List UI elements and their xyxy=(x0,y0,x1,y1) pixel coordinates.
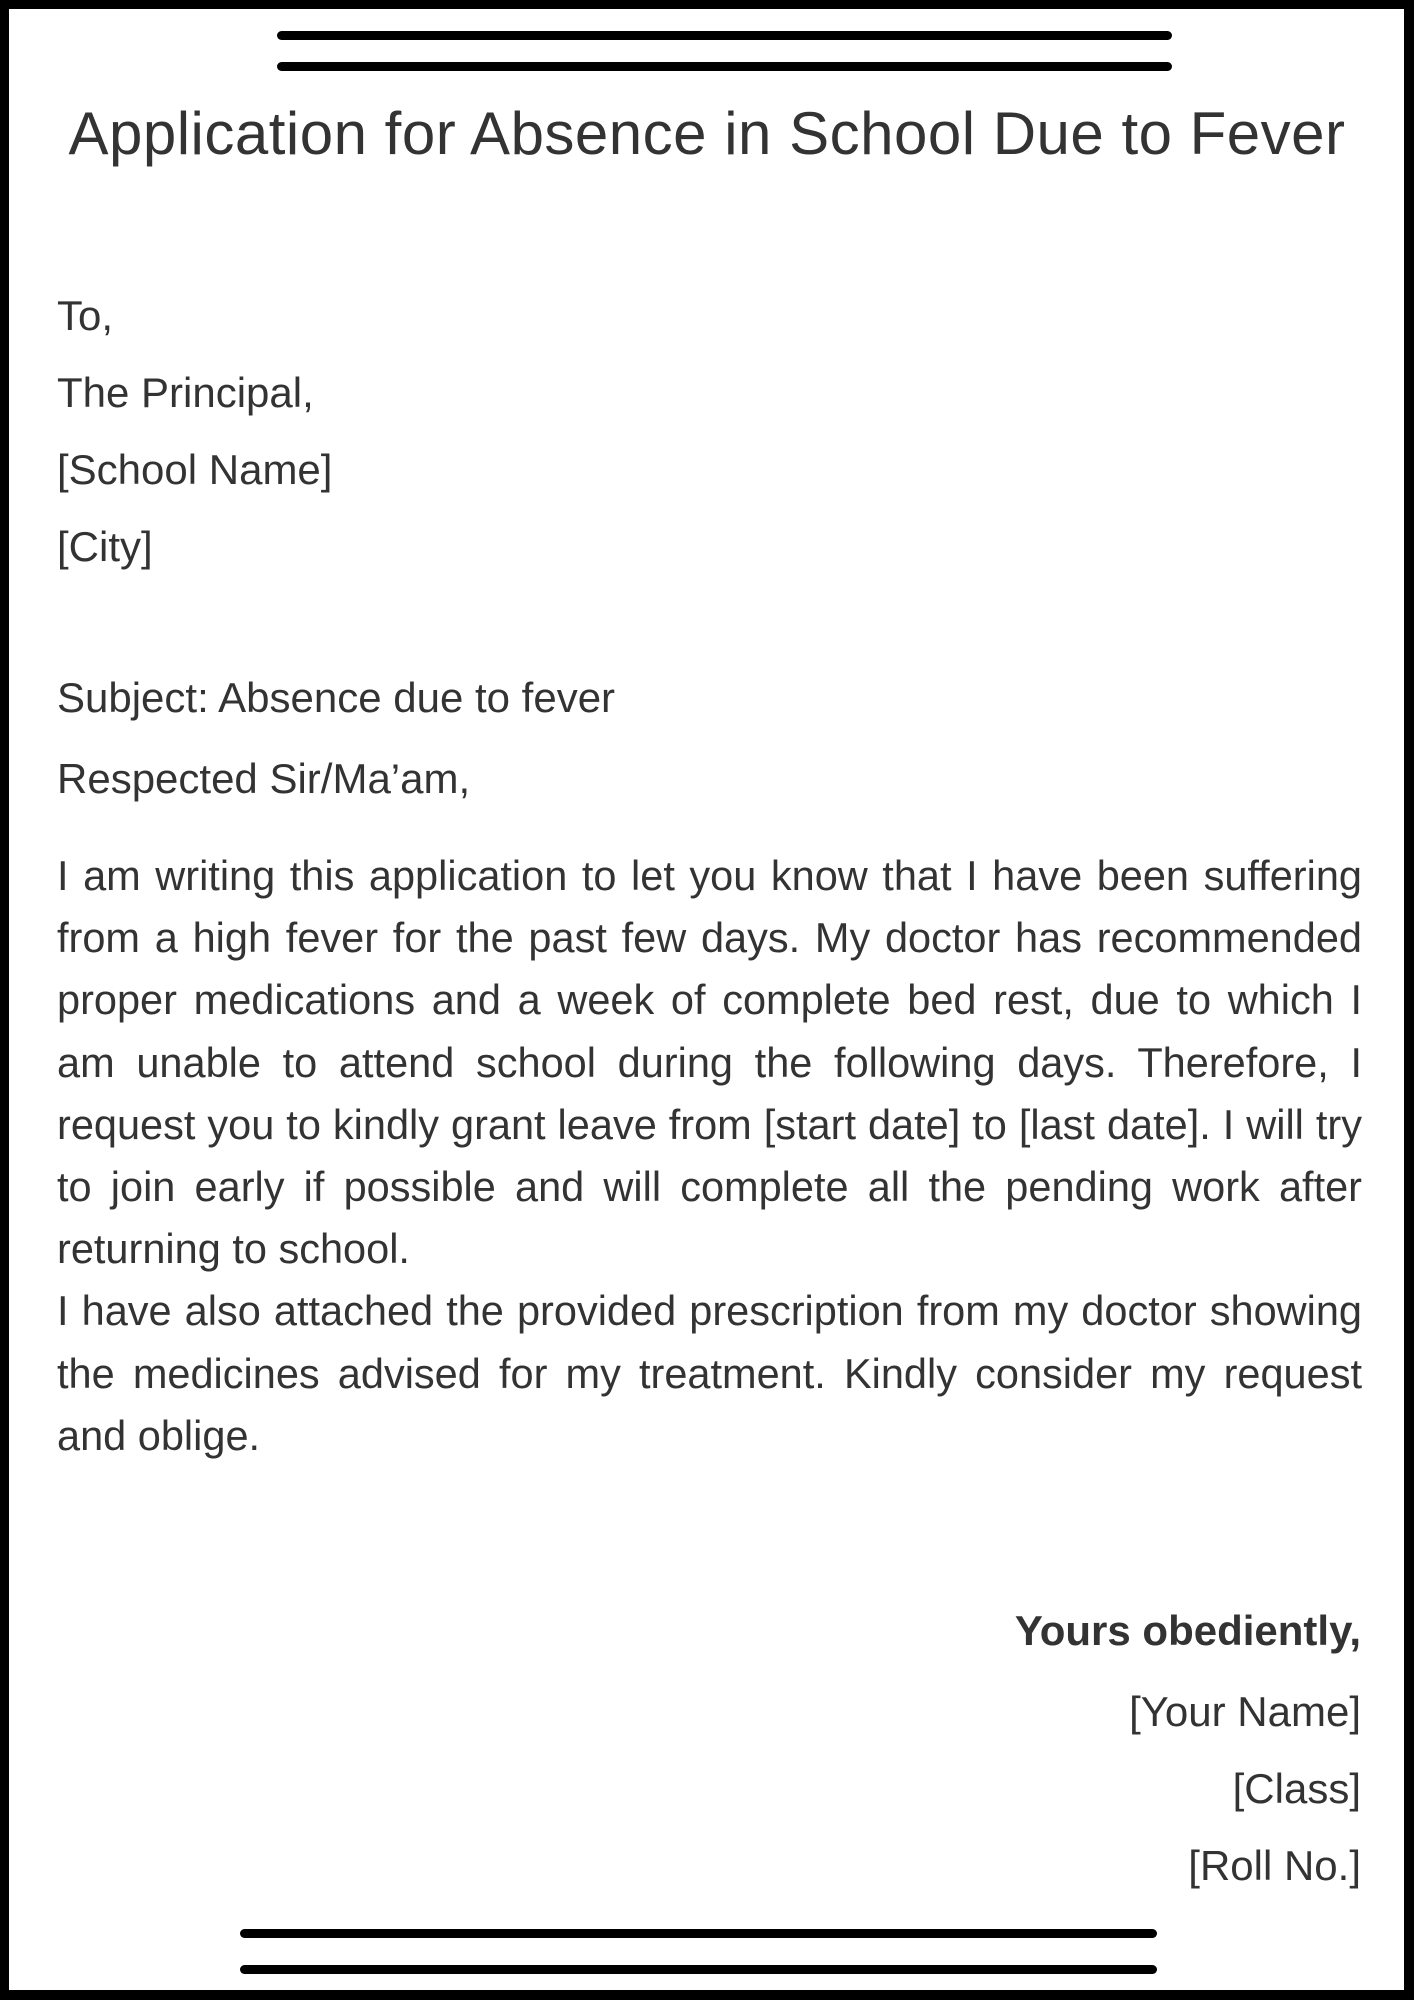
letter-body xyxy=(57,845,1362,1467)
sender-name: [Your Name] xyxy=(1129,1688,1361,1735)
sender-roll-no: [Roll No.] xyxy=(1188,1842,1361,1889)
top-decorative-rule-2 xyxy=(277,62,1172,71)
document-title: Application for Absence in School Due to Fever xyxy=(68,100,1346,167)
sender-class: [Class] xyxy=(1232,1765,1361,1812)
bottom-decorative-rule-1 xyxy=(240,1929,1157,1938)
bottom-decorative-rule-2 xyxy=(240,1965,1157,1974)
recipient-to: To, xyxy=(57,292,114,339)
salutation: Respected Sir/Ma’am, xyxy=(57,755,471,802)
body-paragraph-2: I have also attached the provided prescription from my doctor showing the medicines advised for my treatment. Kindly consider my request and oblige. xyxy=(57,1287,1362,1459)
top-decorative-rule-1 xyxy=(277,31,1172,40)
recipient-designation: The Principal, xyxy=(57,369,314,416)
recipient-city: [City] xyxy=(57,523,153,570)
body-paragraph-1: I am writing this application to let you know that I have been suffering from a high fever for the past few days. My doctor has recommended proper medications and a week of complete bed rest, due to which I am unable to attend school during the following days. Therefore, I request you to kindly grant leave from [start date] to [last date]. I will try to join early if possible and will complete all the pending work after returning to school. xyxy=(57,852,1362,1273)
valediction: Yours obediently, xyxy=(1014,1607,1361,1654)
recipient-school: [School Name] xyxy=(57,446,333,493)
subject-line: Subject: Absence due to fever xyxy=(57,674,616,721)
